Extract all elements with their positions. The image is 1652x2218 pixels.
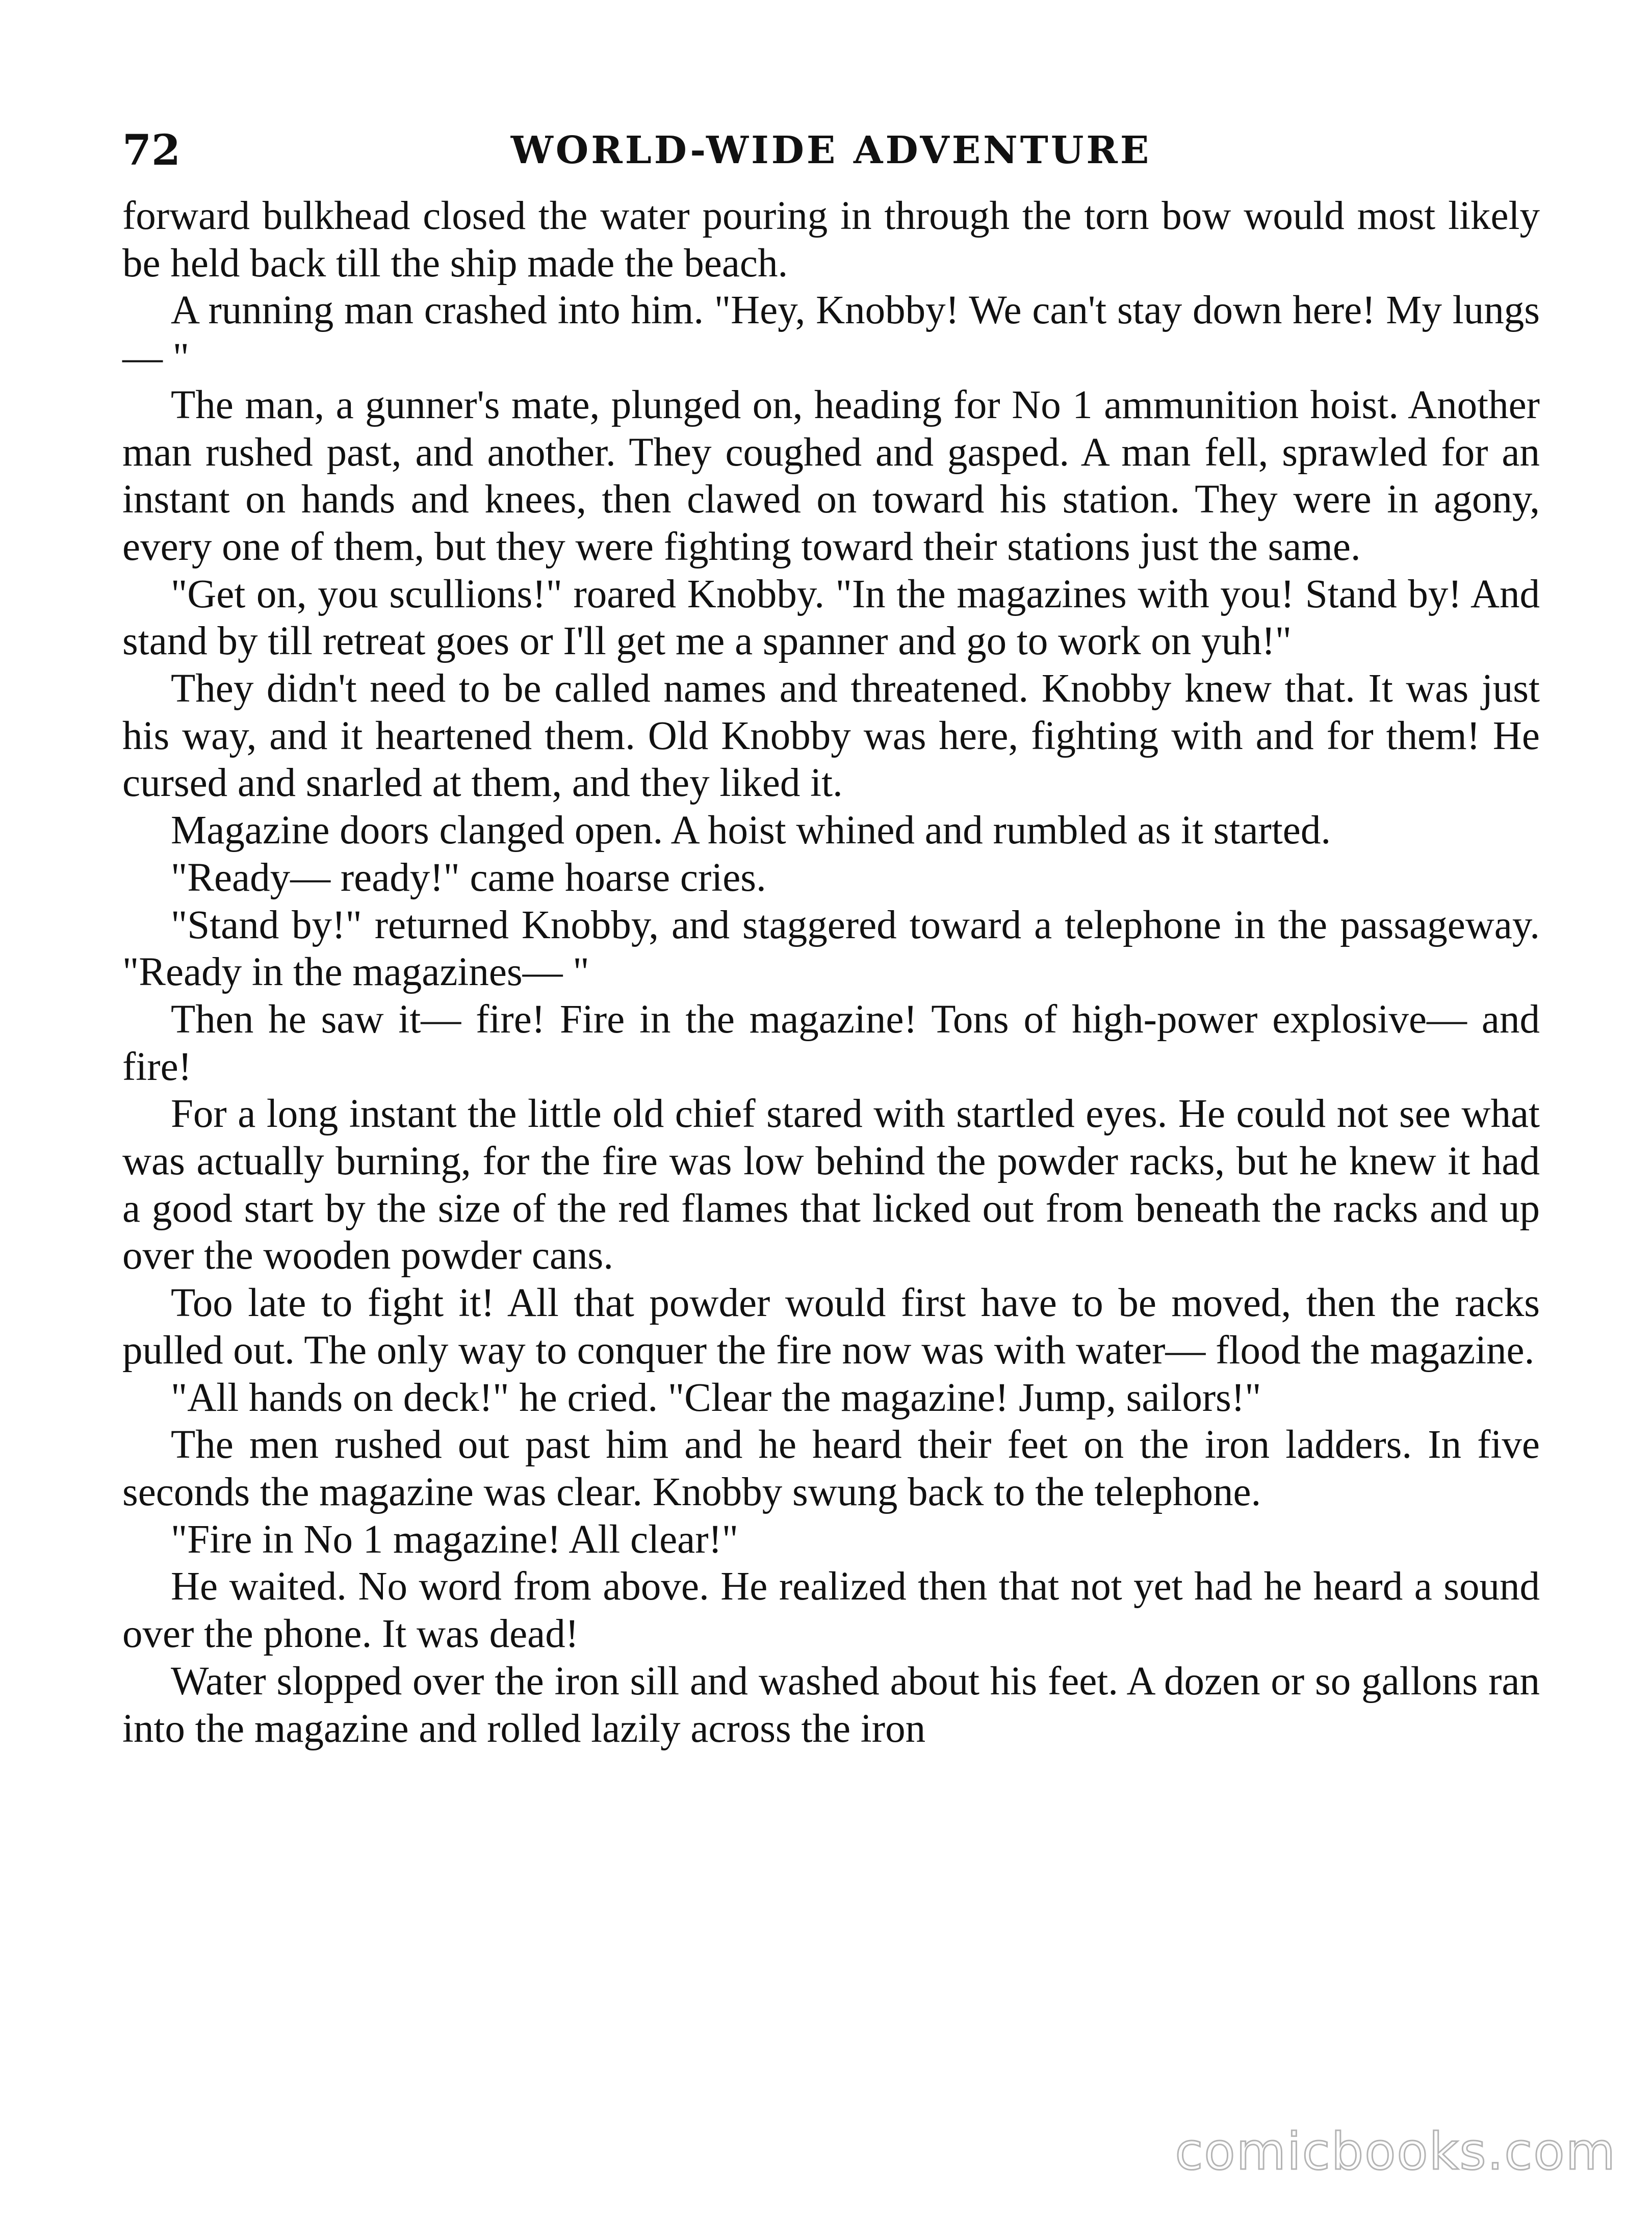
paragraph: forward bulkhead closed the water pouring in through the torn bow would most likely be held back till the ship made the beach. — [122, 194, 1540, 286]
paragraph: He waited. No word from above. He realized then that not yet had he heard a sound over the phone. It was dead! — [122, 1564, 1540, 1657]
paragraph: Magazine doors clanged open. A hoist whined and rumbled as it started. — [171, 808, 1331, 853]
paragraph: "Get on, you scullions!" roared Knobby. "In the magazines with you! Stand by! And stand by till retreat goes or I'll get me a spanner and go to work on yuh!" — [122, 572, 1540, 664]
paragraph: For a long instant the little old chief stared with startled eyes. He could not see what was actually burning, for the fire was low behind the powder racks, but he knew it had a good start by the size of the red flames that licked out from beneath the racks and up over the wooden powder cans. — [122, 1092, 1540, 1278]
paragraph: "Stand by!" returned Knobby, and staggered toward a telephone in the passageway. "Ready in the magazines— " — [122, 902, 1540, 995]
page-number: 72 — [122, 126, 181, 175]
paragraph: A running man crashed into him. "Hey, Knobby! We can't stay down here! My lungs— " — [122, 288, 1540, 380]
paragraph: The men rushed out past him and he heard their feet on the iron ladders. In five seconds the magazine was clear. Knobby swung back to the telephone. — [122, 1423, 1540, 1514]
paragraph: "All hands on deck!" he cried. "Clear the magazine! Jump, sailors!" — [171, 1375, 1261, 1420]
paragraph: "Ready— ready!" came hoarse cries. — [171, 855, 766, 900]
paragraph: Too late to fight it! All that powder would first have to be moved, then the racks pulled out. The only way to conquer the fire now was with water— flood the magazine. — [122, 1281, 1540, 1373]
paragraph: "Fire in No 1 magazine! All clear!" — [171, 1517, 739, 1562]
watermark: comicbooks.com — [1175, 2122, 1616, 2181]
body-text — [122, 193, 1540, 1752]
paragraph: The man, a gunner's mate, plunged on, heading for No 1 ammunition hoist. Another man rushed past, and another. They coughed and gasped. A man fell, sprawled for an instant on hands and knees, then clawed on toward his station. They were in agony, every one of them, but they were fighting toward their stations just the same. — [122, 382, 1540, 569]
paragraph: Water slopped over the iron sill and washed about his feet. A dozen or so gallons ran into the magazine and rolled lazily across the iron — [122, 1659, 1540, 1751]
page-header — [122, 122, 1540, 178]
paragraph: They didn't need to be called names and threatened. Knobby knew that. It was just his way, and it heartened them. Old Knobby was here, fighting with and for them! He cursed and snarled at them, and they liked it. — [122, 666, 1540, 806]
paragraph: Then he saw it— fire! Fire in the magazine! Tons of high-power explosive— and fire! — [122, 997, 1540, 1089]
running-head: WORLD-WIDE ADVENTURE — [510, 128, 1152, 172]
